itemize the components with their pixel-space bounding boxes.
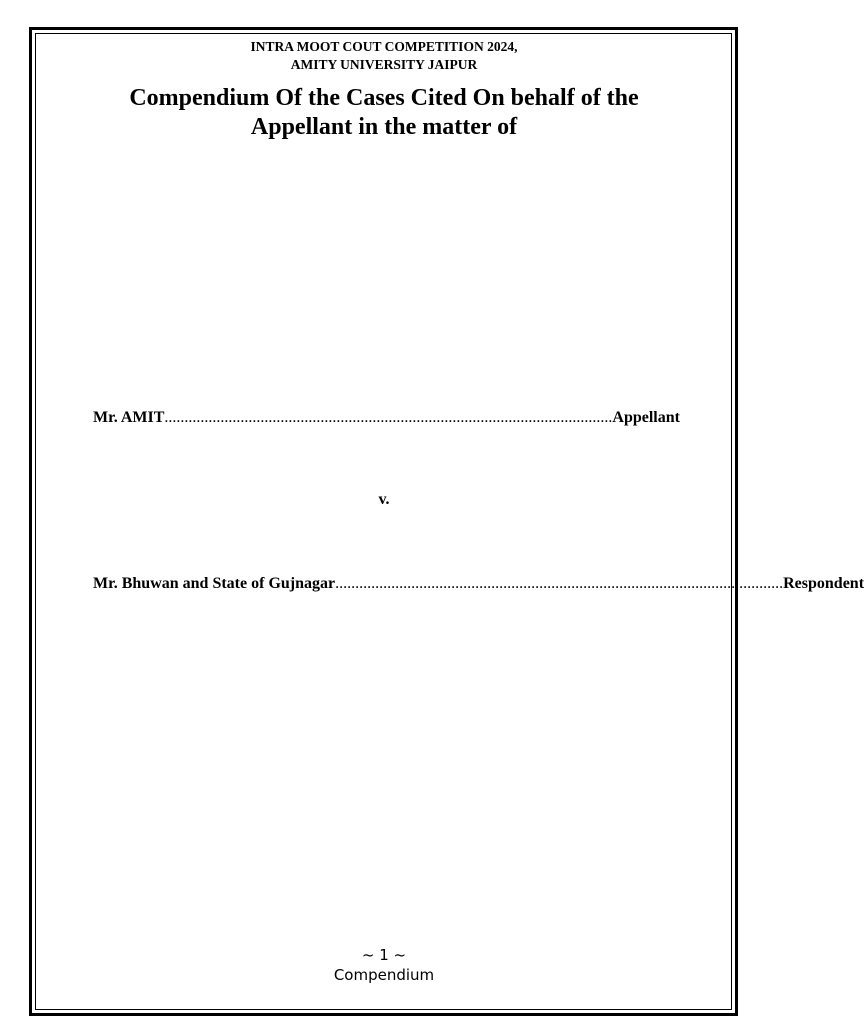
respondent-leader-dots: ................................................................................................................ xyxy=(335,575,784,592)
competition-name: INTRA MOOT COUT COMPETITION 2024, xyxy=(250,39,518,54)
footer-label: Compendium xyxy=(333,966,435,984)
title-line-2: Appellant in the matter of xyxy=(250,114,518,140)
respondent-line xyxy=(93,574,864,594)
appellant-role: Appellant xyxy=(612,409,680,426)
appellant-leader-dots: ................................................................................................................ xyxy=(164,409,613,426)
appellant-line xyxy=(93,408,680,428)
page-number: ~ 1 ~ xyxy=(361,946,407,964)
appellant-name: Mr. AMIT xyxy=(93,409,165,426)
versus-label: v. xyxy=(378,491,390,508)
page-border-inner xyxy=(35,33,732,1010)
title-line-1: Compendium Of the Cases Cited On behalf of the xyxy=(129,85,639,111)
document-title xyxy=(60,84,708,142)
respondent-name: Mr. Bhuwan and State of Gujnagar xyxy=(93,575,336,592)
respondent-role: Respondent xyxy=(783,575,864,592)
university-name: AMITY UNIVERSITY JAIPUR xyxy=(290,57,478,72)
